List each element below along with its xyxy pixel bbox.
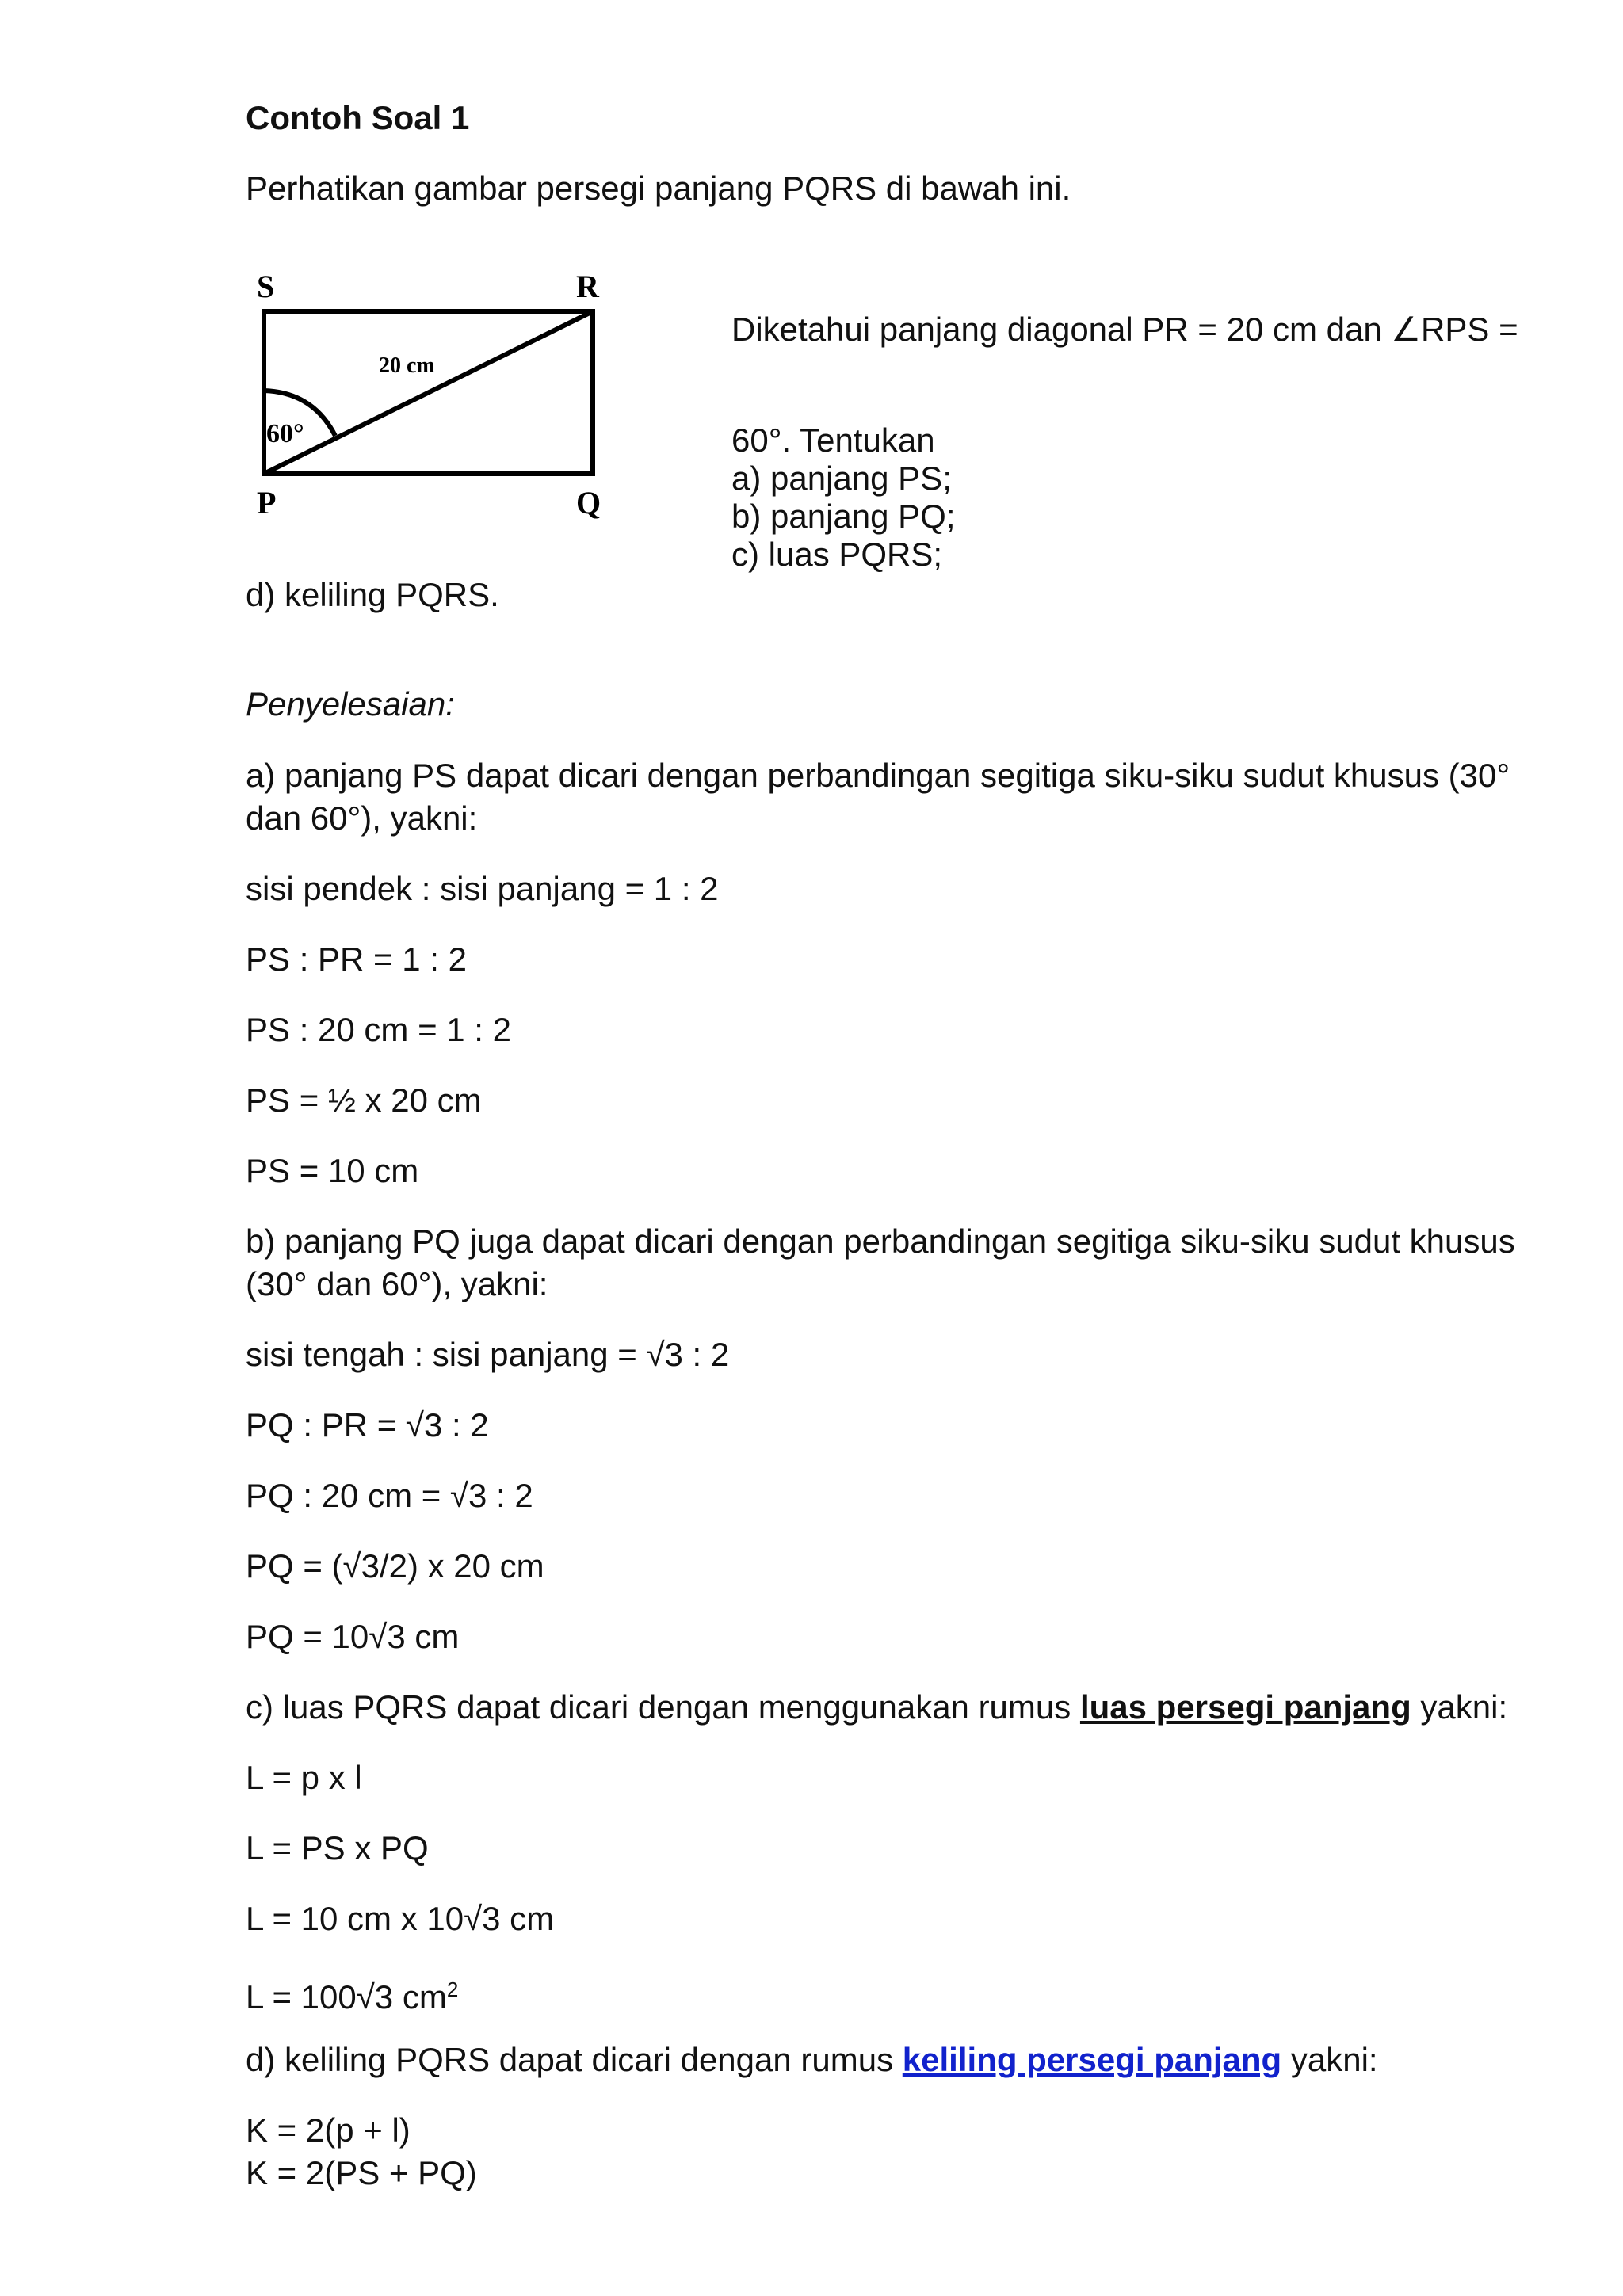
part-a-step: PS = 10 cm [246, 1152, 419, 1189]
part-c-step: L = 10 cm x 10√3 cm [246, 1900, 555, 1937]
angle-label: 60° [266, 419, 304, 448]
diagonal-length-label: 20 cm [379, 353, 435, 378]
vertex-s-label: S [257, 269, 275, 304]
part-a-step: PS = ½ x 20 cm [246, 1081, 482, 1119]
keliling-persegi-panjang-link[interactable]: keliling persegi panjang [902, 2041, 1282, 2078]
question-c: c) luas PQRS; [731, 536, 943, 573]
squared-superscript: 2 [446, 1978, 459, 2001]
problem-line-2: 60°. Tentukan [731, 421, 935, 459]
question-b: b) panjang PQ; [731, 498, 956, 535]
part-d-step: K = 2(PS + PQ) [246, 2154, 477, 2191]
problem-line-1: Diketahui panjang diagonal PR = 20 cm dan ∠RPS = [731, 311, 1518, 348]
part-b-intro: b) panjang PQ juga dapat dicari dengan perbandingan segitiga siku-siku sudut khusus [246, 1222, 1515, 1260]
part-d-intro [246, 2039, 1378, 2081]
vertex-r-label: R [576, 269, 599, 304]
part-d-intro-suffix: yakni: [1281, 2041, 1378, 2078]
part-a-step: PS : PR = 1 : 2 [246, 940, 467, 978]
part-b-step: PQ = (√3/2) x 20 cm [246, 1547, 544, 1585]
vertex-p-label: P [257, 485, 277, 521]
question-a: a) panjang PS; [731, 460, 952, 497]
part-c-result-text: L = 100√3 cm [246, 1978, 447, 2016]
part-b-step: PQ : PR = √3 : 2 [246, 1406, 489, 1444]
part-d-step: K = 2(p + l) [246, 2111, 411, 2149]
part-c-intro [246, 1686, 1507, 1729]
question-d: d) keliling PQRS. [246, 576, 499, 613]
page-title: Contoh Soal 1 [246, 99, 470, 136]
part-c-intro-text: c) luas PQRS dapat dicari dengan menggunakan rumus [246, 1688, 1080, 1726]
luas-persegi-panjang-link[interactable]: luas persegi panjang [1079, 1688, 1411, 1726]
part-b-step: PQ = 10√3 cm [246, 1618, 460, 1655]
solution-heading: Penyelesaian: [246, 685, 455, 723]
vertex-q-label: Q [576, 485, 601, 521]
part-b-step: PQ : 20 cm = √3 : 2 [246, 1477, 533, 1514]
part-a-intro: a) panjang PS dapat dicari dengan perbandingan segitiga siku-siku sudut khusus (30° [246, 757, 1510, 794]
part-c-step: L = PS x PQ [246, 1829, 429, 1867]
part-b-intro-cont: (30° dan 60°), yakni: [246, 1265, 548, 1302]
part-d-intro-text: d) keliling PQRS dapat dicari dengan rumus [246, 2041, 903, 2078]
rectangle-pqrs-figure [246, 261, 618, 531]
part-c-intro-suffix: yakni: [1411, 1688, 1508, 1726]
part-c-step: L = p x l [246, 1759, 362, 1796]
part-a-step: sisi pendek : sisi panjang = 1 : 2 [246, 870, 719, 907]
part-c-result [246, 1968, 458, 2019]
part-b-step: sisi tengah : sisi panjang = √3 : 2 [246, 1336, 730, 1373]
intro-text: Perhatikan gambar persegi panjang PQRS di bawah ini. [246, 170, 1071, 207]
diagonal-pr [264, 311, 593, 474]
part-a-step: PS : 20 cm = 1 : 2 [246, 1011, 511, 1048]
part-a-intro-cont: dan 60°), yakni: [246, 799, 478, 837]
